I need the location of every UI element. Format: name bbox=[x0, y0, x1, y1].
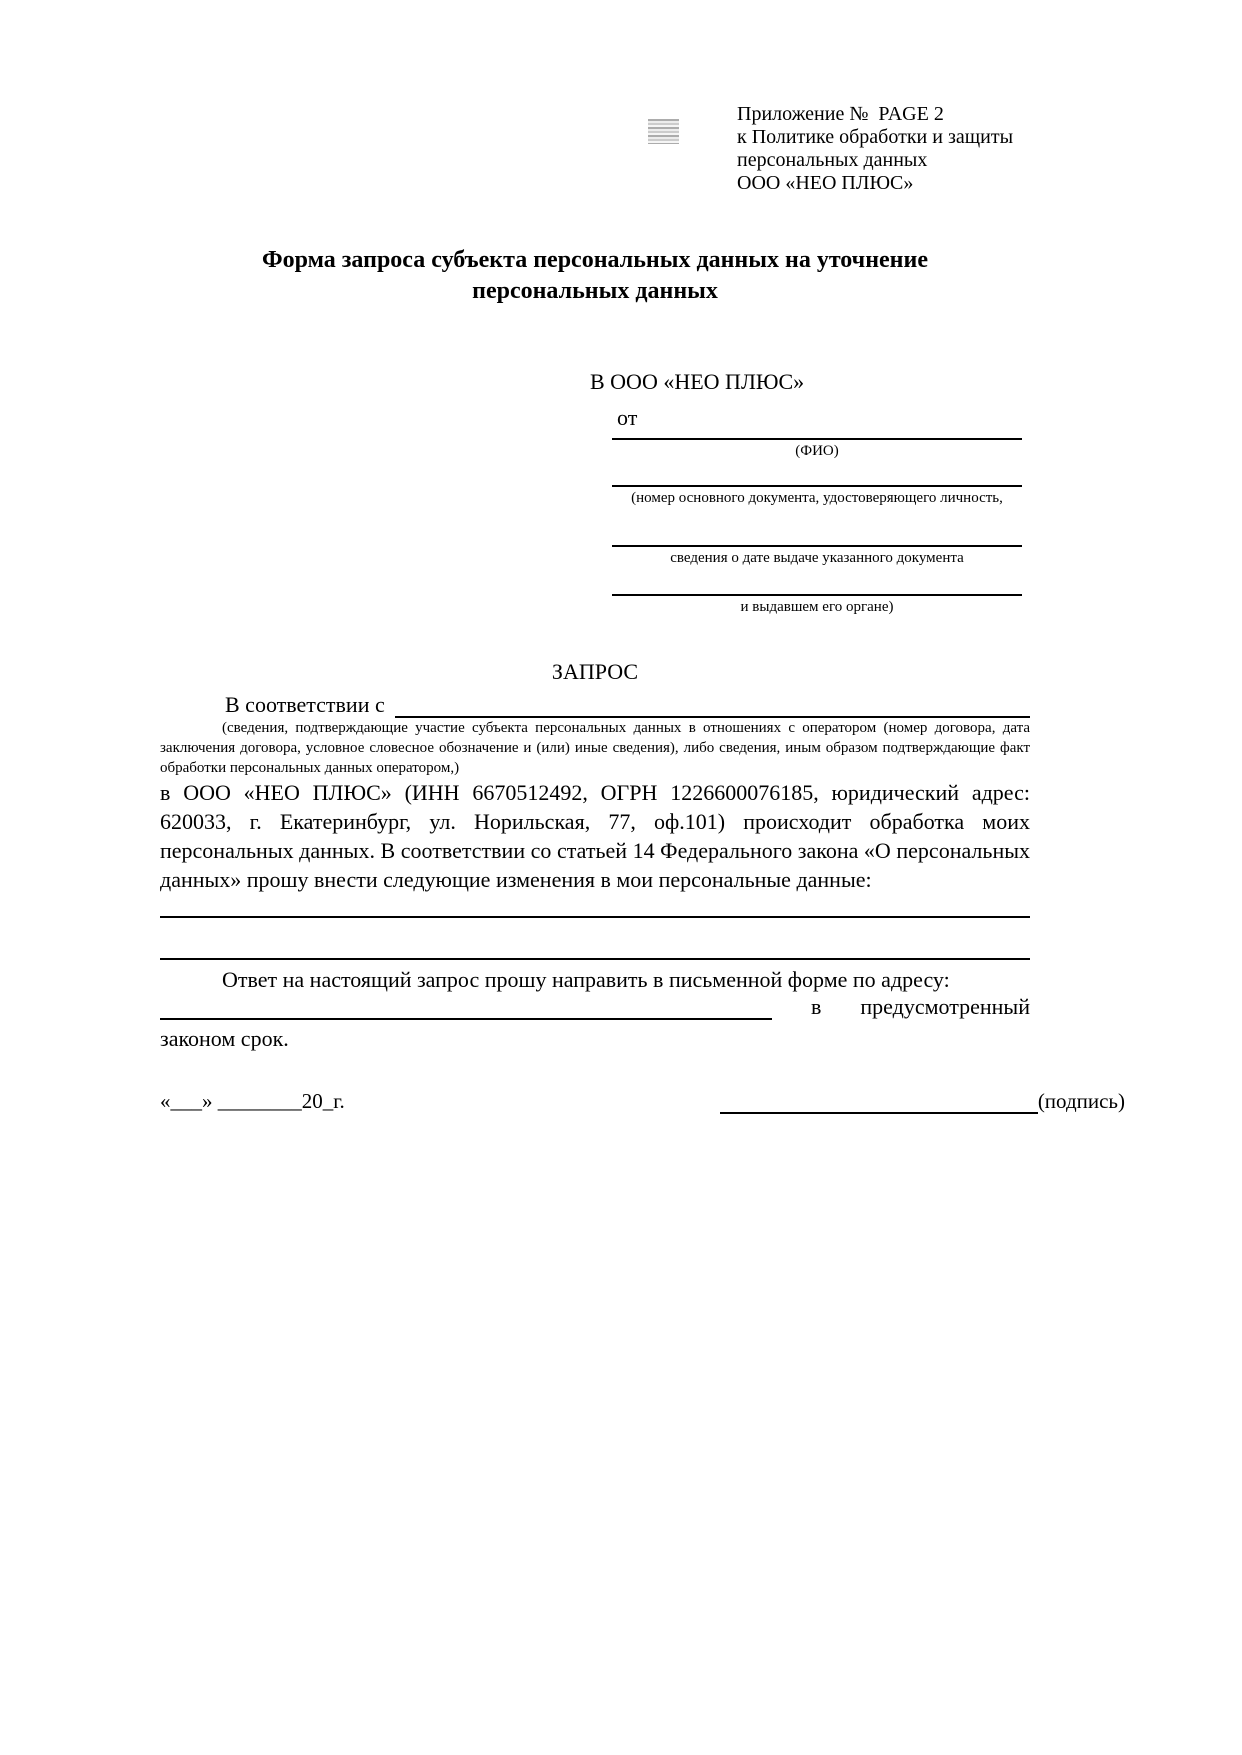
document-number-caption: (номер основного документа, удостоверяющего личность, bbox=[631, 490, 1003, 506]
accordance-row bbox=[160, 692, 1030, 718]
accordance-footnote: (сведения, подтверждающие участие субъекта персональных данных в отношениях с оператором (номер договора, дата заключения договора, условное словесное обозначение и (или) иные сведения), либо сведения, иным образом подтверждающие факт обработки персональных данных оператором,) bbox=[160, 720, 1030, 776]
answer-address-row bbox=[160, 993, 1030, 1020]
addressee-to: В ООО «НЕО ПЛЮС» bbox=[590, 369, 805, 394]
request-body: в ООО «НЕО ПЛЮС» (ИНН 6670512492, ОГРН 1226600076185, юридический адрес: 620033, г. Екатеринбург, ул. Норильская, 77, оф.101) происходит обработка моих персональных данных. В соответствии со статьей 14 Федерального закона «О персональных данных» прошу внести следующие изменения в мои персональные данные: bbox=[160, 780, 1030, 892]
answer-request-line: Ответ на настоящий запрос прошу направить в письменной форме по адресу: bbox=[222, 967, 950, 992]
document-number-input-line[interactable] bbox=[612, 485, 1022, 507]
accordance-label: В соответствии с bbox=[225, 692, 385, 717]
accordance-input-line[interactable] bbox=[395, 692, 1030, 718]
answer-tail-word-1: в bbox=[811, 994, 822, 1019]
appendix-header bbox=[737, 103, 1037, 195]
address-input-line[interactable] bbox=[160, 994, 772, 1020]
addressee-from-label: от bbox=[617, 405, 638, 430]
changes-input-line-1[interactable] bbox=[160, 916, 1030, 918]
page-title: Форма запроса субъекта персональных данных на уточнение персональных данных bbox=[262, 247, 928, 304]
appendix-line: к Политике обработки и защиты bbox=[737, 126, 1014, 148]
signature-input-line[interactable] bbox=[720, 1088, 1038, 1114]
signature-caption: (подпись) bbox=[1037, 1089, 1125, 1113]
issue-date-caption: сведения о дате выдаче указанного документа bbox=[670, 550, 964, 566]
signature-row bbox=[160, 1088, 1125, 1114]
signature-block bbox=[720, 1088, 1125, 1114]
fio-input-line[interactable] bbox=[612, 438, 1022, 460]
appendix-line: персональных данных bbox=[737, 149, 928, 171]
issuing-authority-caption: и выдавшем его органе) bbox=[740, 599, 894, 615]
date-blank[interactable]: «___» ________20_г. bbox=[160, 1089, 345, 1113]
issue-date-input-line[interactable] bbox=[612, 545, 1022, 567]
changes-input-line-2[interactable] bbox=[160, 958, 1030, 960]
answer-tail-word-2: предусмотренный bbox=[860, 994, 1030, 1019]
issuing-authority-input-line[interactable] bbox=[612, 594, 1022, 616]
request-heading: ЗАПРОС bbox=[551, 659, 639, 684]
appendix-line: Приложение № PAGE 2 bbox=[737, 103, 944, 125]
addressee-fields bbox=[612, 438, 1022, 616]
fio-caption: (ФИО) bbox=[795, 443, 839, 459]
appendix-line: ООО «НЕО ПЛЮС» bbox=[737, 172, 914, 194]
answer-closing-line: законом срок. bbox=[160, 1026, 289, 1051]
